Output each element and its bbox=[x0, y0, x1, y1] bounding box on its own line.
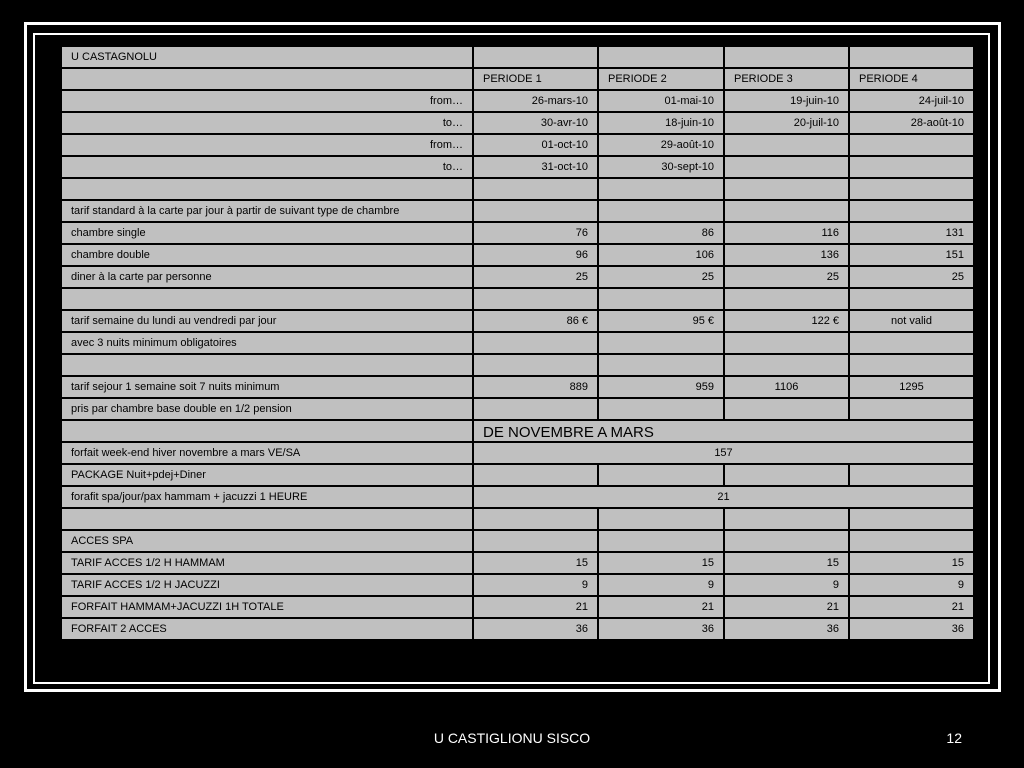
date-label: to… bbox=[61, 112, 473, 134]
price-cell: 106 bbox=[598, 244, 724, 266]
row-label: forfait week-end hiver novembre a mars VE/SA bbox=[61, 442, 473, 464]
date-label: from… bbox=[61, 90, 473, 112]
period-header: PERIODE 2 bbox=[598, 68, 724, 90]
price-cell: 1295 bbox=[849, 376, 974, 398]
spa-heading: ACCES SPA bbox=[61, 530, 473, 552]
date-cell: 28-août-10 bbox=[849, 112, 974, 134]
price-cell: 36 bbox=[849, 618, 974, 640]
period-header-row bbox=[61, 68, 974, 90]
price-cell: 122 € bbox=[724, 310, 849, 332]
price-cell: 25 bbox=[724, 266, 849, 288]
spa-row bbox=[61, 596, 974, 618]
tarif-semaine-row bbox=[61, 310, 974, 332]
price-cell: 9 bbox=[473, 574, 598, 596]
row-label: tarif semaine du lundi au vendredi par jour bbox=[61, 310, 473, 332]
price-cell: 21 bbox=[598, 596, 724, 618]
price-cell: 15 bbox=[849, 552, 974, 574]
date-cell: 30-sept-10 bbox=[598, 156, 724, 178]
chambre-single-row bbox=[61, 222, 974, 244]
price-cell: 36 bbox=[724, 618, 849, 640]
spa-row bbox=[61, 618, 974, 640]
table-title: U CASTAGNOLU bbox=[61, 46, 473, 68]
date-cell: 20-juil-10 bbox=[724, 112, 849, 134]
price-cell: 25 bbox=[598, 266, 724, 288]
price-cell: 21 bbox=[473, 596, 598, 618]
price-cell: 96 bbox=[473, 244, 598, 266]
price-cell: 157 bbox=[473, 442, 974, 464]
spa-heading-row bbox=[61, 530, 974, 552]
title-row bbox=[61, 46, 974, 68]
price-cell: 9 bbox=[598, 574, 724, 596]
row-label: PACKAGE Nuit+pdej+Diner bbox=[61, 464, 473, 486]
period-header: PERIODE 1 bbox=[473, 68, 598, 90]
package-row bbox=[61, 464, 974, 486]
price-cell: 21 bbox=[849, 596, 974, 618]
price-cell: 889 bbox=[473, 376, 598, 398]
price-cell: 131 bbox=[849, 222, 974, 244]
date-cell bbox=[849, 156, 974, 178]
price-cell: 136 bbox=[724, 244, 849, 266]
row-label: chambre double bbox=[61, 244, 473, 266]
date-cell: 01-mai-10 bbox=[598, 90, 724, 112]
price-cell: 151 bbox=[849, 244, 974, 266]
date-cell: 18-juin-10 bbox=[598, 112, 724, 134]
date-cell: 30-avr-10 bbox=[473, 112, 598, 134]
price-cell: 86 € bbox=[473, 310, 598, 332]
row-label: FORFAIT HAMMAM+JACUZZI 1H TOTALE bbox=[61, 596, 473, 618]
spa-row bbox=[61, 552, 974, 574]
price-cell: 95 € bbox=[598, 310, 724, 332]
row-label: chambre single bbox=[61, 222, 473, 244]
date-cell: 24-juil-10 bbox=[849, 90, 974, 112]
date-cell: 19-juin-10 bbox=[724, 90, 849, 112]
spacer-row bbox=[61, 354, 974, 376]
row-label: diner à la carte par personne bbox=[61, 266, 473, 288]
period-header: PERIODE 4 bbox=[849, 68, 974, 90]
row-note: avec 3 nuits minimum obligatoires bbox=[61, 332, 473, 354]
date-cell: 29-août-10 bbox=[598, 134, 724, 156]
spacer-row bbox=[61, 288, 974, 310]
hiver-heading: DE NOVEMBRE A MARS bbox=[473, 420, 974, 442]
date-row bbox=[61, 134, 974, 156]
date-cell: 26-mars-10 bbox=[473, 90, 598, 112]
date-cell bbox=[724, 134, 849, 156]
row-label: TARIF ACCES 1/2 H HAMMAM bbox=[61, 552, 473, 574]
row-note: pris par chambre base double en 1/2 pension bbox=[61, 398, 473, 420]
date-label: to… bbox=[61, 156, 473, 178]
date-cell: 31-oct-10 bbox=[473, 156, 598, 178]
date-label: from… bbox=[61, 134, 473, 156]
price-cell: 25 bbox=[849, 266, 974, 288]
price-cell: 21 bbox=[724, 596, 849, 618]
price-cell: 959 bbox=[598, 376, 724, 398]
period-header: PERIODE 3 bbox=[724, 68, 849, 90]
tarif-standard-label: tarif standard à la carte par jour à partir de suivant type de chambre bbox=[61, 200, 473, 222]
hiver-heading-row bbox=[61, 420, 974, 442]
price-cell: 86 bbox=[598, 222, 724, 244]
date-cell bbox=[849, 134, 974, 156]
forfait-spa-row bbox=[61, 486, 974, 508]
tarif-semaine-note-row bbox=[61, 332, 974, 354]
row-label: TARIF ACCES 1/2 H JACUZZI bbox=[61, 574, 473, 596]
date-cell bbox=[724, 156, 849, 178]
date-row bbox=[61, 90, 974, 112]
price-cell: 15 bbox=[598, 552, 724, 574]
spacer-row bbox=[61, 178, 974, 200]
spa-row bbox=[61, 574, 974, 596]
price-cell: 116 bbox=[724, 222, 849, 244]
spacer-row bbox=[61, 508, 974, 530]
date-cell: 01-oct-10 bbox=[473, 134, 598, 156]
date-row bbox=[61, 112, 974, 134]
price-cell: 9 bbox=[849, 574, 974, 596]
price-cell: 1106 bbox=[724, 376, 849, 398]
price-cell: 36 bbox=[473, 618, 598, 640]
row-label: FORFAIT 2 ACCES bbox=[61, 618, 473, 640]
price-cell: 15 bbox=[473, 552, 598, 574]
row-label: tarif sejour 1 semaine soit 7 nuits minimum bbox=[61, 376, 473, 398]
row-label: forafit spa/jour/pax hammam + jacuzzi 1 HEURE bbox=[61, 486, 473, 508]
tarif-sejour-note-row bbox=[61, 398, 974, 420]
price-cell: not valid bbox=[849, 310, 974, 332]
tarif-sejour-row bbox=[61, 376, 974, 398]
price-cell: 36 bbox=[598, 618, 724, 640]
chambre-double-row bbox=[61, 244, 974, 266]
tariff-table bbox=[60, 45, 975, 641]
price-cell: 15 bbox=[724, 552, 849, 574]
price-cell: 25 bbox=[473, 266, 598, 288]
price-cell: 21 bbox=[473, 486, 974, 508]
price-cell: 9 bbox=[724, 574, 849, 596]
price-cell: 76 bbox=[473, 222, 598, 244]
tarif-standard-heading-row bbox=[61, 200, 974, 222]
date-row bbox=[61, 156, 974, 178]
forfait-weekend-row bbox=[61, 442, 974, 464]
footer-title: U CASTIGLIONU SISCO bbox=[433, 730, 591, 746]
diner-row bbox=[61, 266, 974, 288]
page-number: 12 bbox=[946, 730, 962, 746]
